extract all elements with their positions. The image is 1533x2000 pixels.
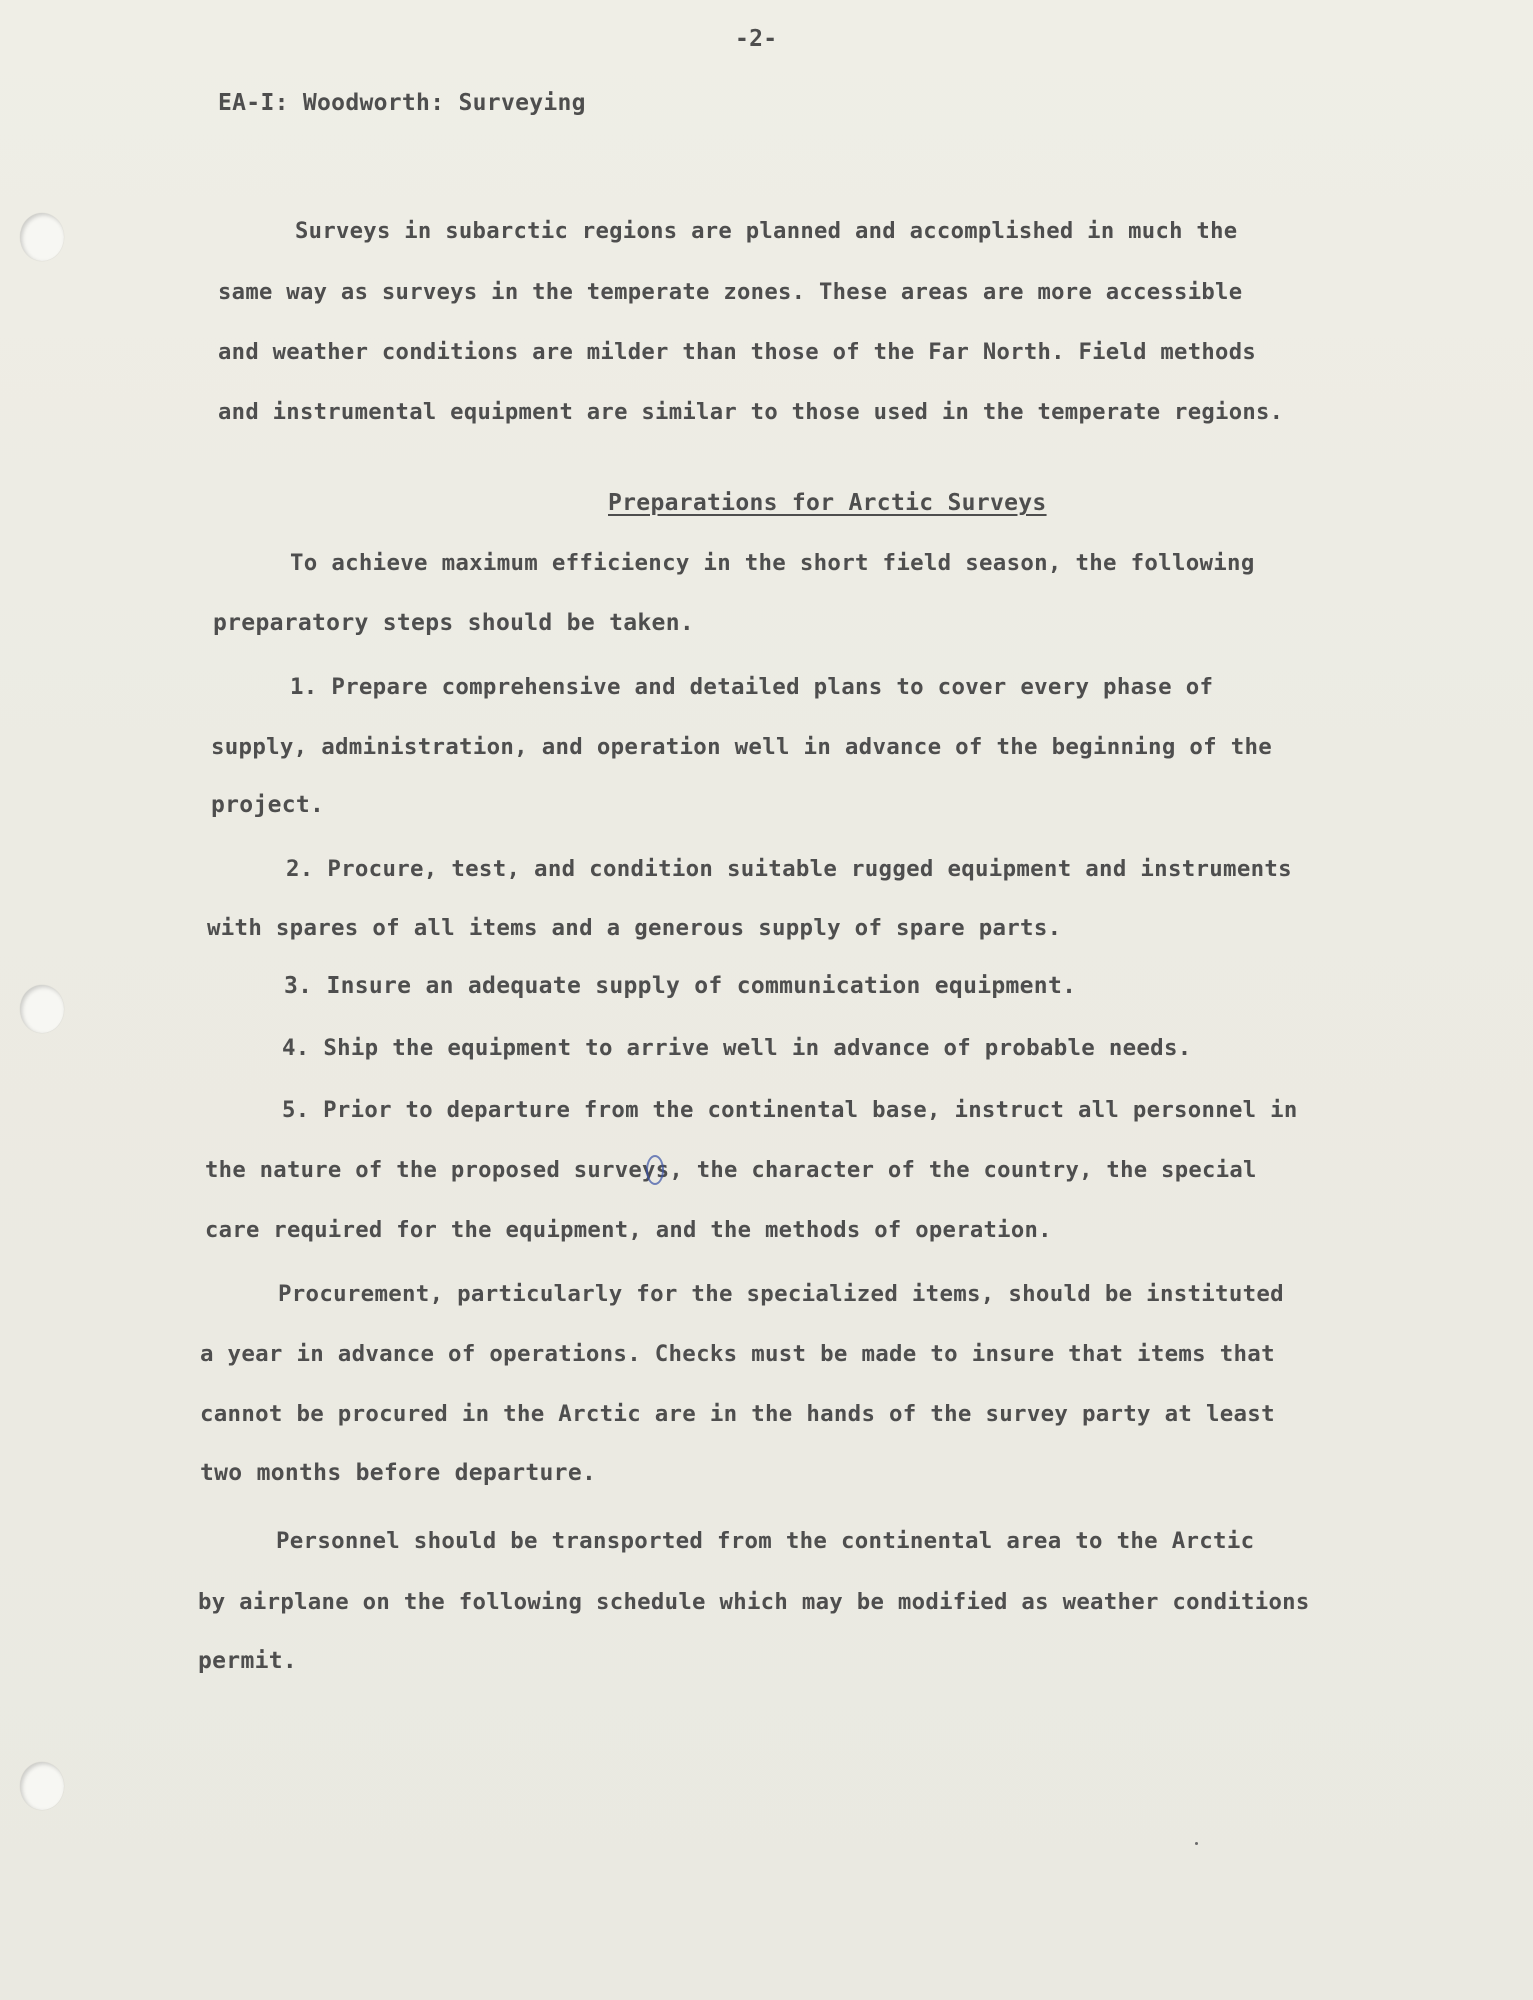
intro-line-2: same way as surveys in the temperate zones. These areas are more accessible (218, 279, 1243, 305)
step-4-line-1: 4. Ship the equipment to arrive well in advance of probable needs. (282, 1035, 1192, 1061)
personnel-line-3: permit. (198, 1648, 298, 1674)
procurement-line-4: two months before departure. (200, 1460, 597, 1486)
step-5-line-1: 5. Prior to departure from the continental base, instruct all personnel in (282, 1097, 1298, 1123)
step-1-line-2: supply, administration, and operation well in advance of the beginning of the (211, 734, 1273, 760)
procurement-line-2: a year in advance of operations. Checks must be made to insure that items that (200, 1341, 1275, 1367)
step-1-line-1: 1. Prepare comprehensive and detailed plans to cover every phase of (290, 674, 1214, 700)
punch-hole-middle (20, 985, 64, 1033)
step-5-line-3: care required for the equipment, and the methods of operation. (205, 1217, 1052, 1243)
step-5-line-2: the nature of the proposed surveys, the character of the country, the special (205, 1157, 1257, 1183)
intro-line-3: and weather conditions are milder than those of the Far North. Field methods (218, 339, 1257, 365)
prep-intro-line-1: To achieve maximum efficiency in the short field season, the following (290, 550, 1255, 576)
step-2-line-2: with spares of all items and a generous supply of spare parts. (207, 915, 1062, 941)
intro-line-1: Surveys in subarctic regions are planned and accomplished in much the (295, 218, 1238, 244)
page-number: -2- (735, 26, 778, 52)
personnel-line-1: Personnel should be transported from the continental area to the Arctic (276, 1528, 1255, 1554)
prep-intro-line-2: preparatory steps should be taken. (213, 610, 695, 636)
punch-hole-top (20, 213, 64, 261)
punch-hole-bottom (20, 1762, 64, 1810)
personnel-line-2: by airplane on the following schedule which may be modified as weather conditions (198, 1589, 1310, 1615)
paper-speck (1195, 1842, 1198, 1845)
step-2-line-1: 2. Procure, test, and condition suitable rugged equipment and instruments (286, 856, 1292, 882)
step-3-line-1: 3. Insure an adequate supply of communication equipment. (284, 973, 1077, 999)
intro-line-4: and instrumental equipment are similar to those used in the temperate regions. (218, 399, 1284, 425)
procurement-line-1: Procurement, particularly for the specialized items, should be instituted (278, 1281, 1284, 1307)
ink-correction-mark (646, 1155, 664, 1185)
step-1-line-3: project. (211, 792, 325, 818)
procurement-line-3: cannot be procured in the Arctic are in the hands of the survey party at least (200, 1401, 1275, 1427)
section-heading: Preparations for Arctic Surveys (608, 490, 1047, 516)
document-header: EA-I: Woodworth: Surveying (218, 90, 586, 116)
